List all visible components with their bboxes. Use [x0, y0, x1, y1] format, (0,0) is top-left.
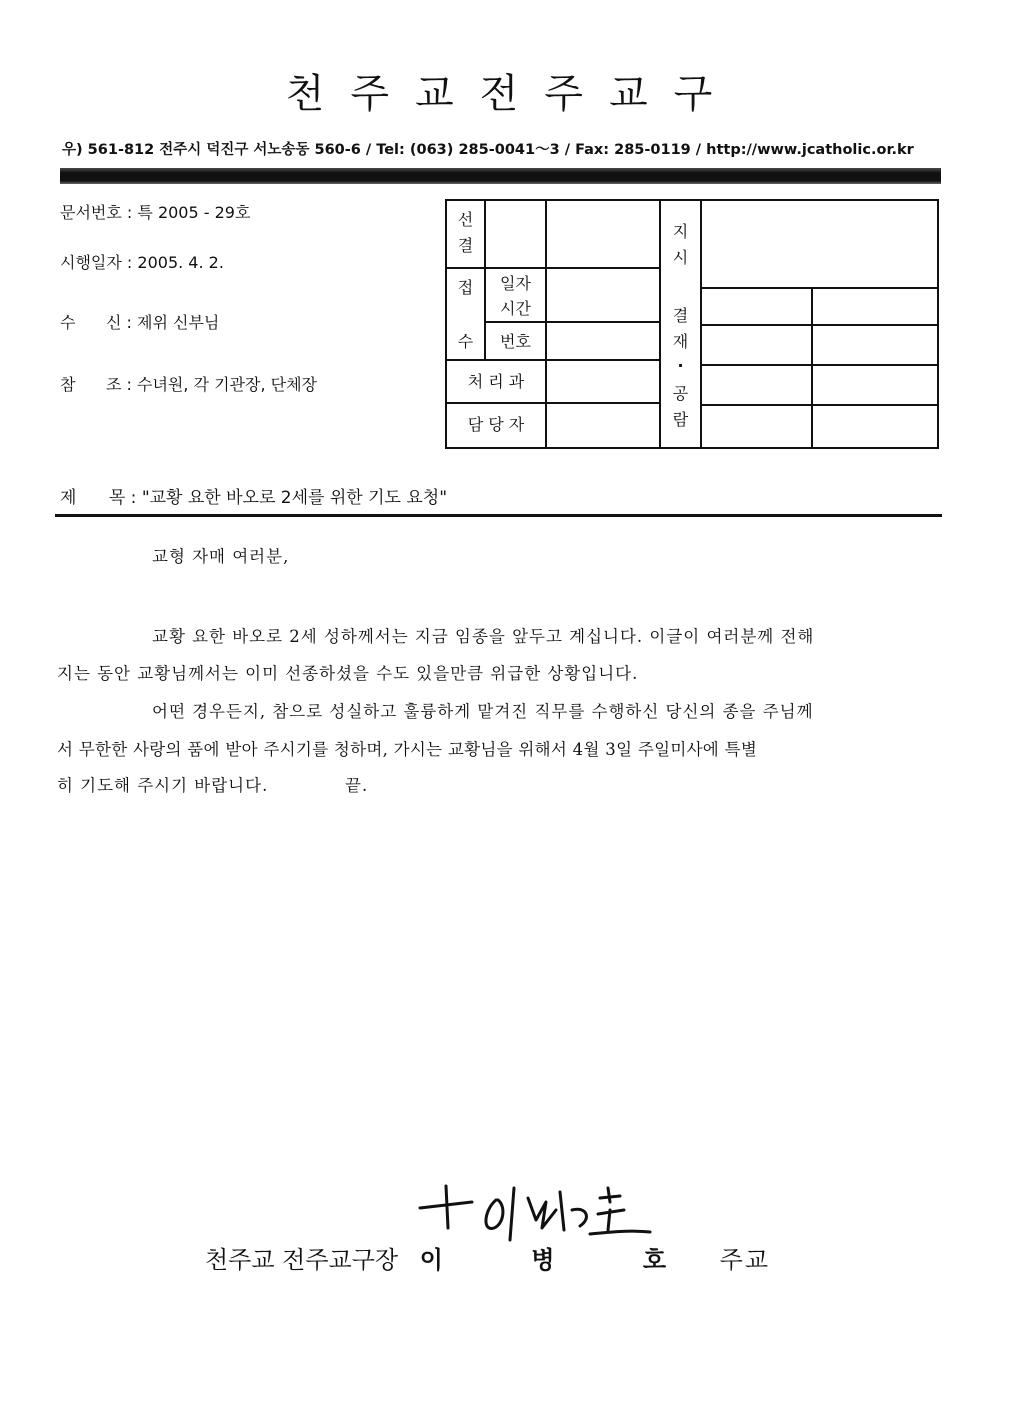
table-jisi-1: 지 [672, 222, 689, 241]
issue-date-value: 2005. 4. 2. [137, 253, 224, 272]
table-gyeoljae-1: 결 [672, 306, 689, 325]
table-gyeoljae-5: 람 [672, 410, 689, 429]
subject-value: "교황 요한 바오로 2세를 위한 기도 요청" [141, 488, 448, 508]
recipient-value: 제위 신부님 [137, 313, 220, 332]
greeting: 교형 자매 여러분, [152, 547, 290, 566]
approval-table [0, 0, 1024, 460]
doc-number-value: 특 2005 - 29호 [137, 203, 251, 222]
reference-value: 수녀원, 각 기관장, 단체장 [137, 375, 317, 394]
paragraph-1-line-1: 교황 요한 바오로 2세 성하께서는 지금 임종을 앞두고 계십니다. 이글이 여러분께 전해 [152, 627, 815, 646]
subject [60, 483, 447, 508]
end-mark: 끝. [345, 776, 369, 795]
table-su: 수 [457, 332, 474, 351]
table-seon-2: 결 [457, 236, 474, 255]
table-sigan: 시간 [500, 299, 531, 318]
address-line: 우) 561-812 전주시 덕진구 서노송동 560-6 / Tel: (063) 285-0041～3 / Fax: 285-0119 / http://www.jcatholic.or.kr [62, 142, 914, 158]
table-ilja: 일자 [500, 274, 531, 293]
doc-number-label: 문서번호 : [60, 203, 133, 222]
table-gyeoljae-3: · [677, 356, 684, 375]
table-damdangja: 담 당 자 [467, 415, 525, 434]
paragraph-2-line-2: 서 무한한 사랑의 품에 받아 주시기를 청하며, 가시는 교황님을 위해서 4월 3일 주일미사에 특별 [57, 740, 758, 759]
paragraph-1-line-2: 지는 동안 교황님께서는 이미 선종하셨을 수도 있을만큼 위급한 상황입니다. [57, 664, 639, 683]
subject-divider [55, 514, 942, 517]
table-seon-1: 선 [457, 210, 474, 229]
table-gyeoljae-4: 공 [672, 384, 689, 403]
signature-name: 이 병 호 [419, 1245, 707, 1274]
subject-label: 제 목 : [60, 488, 137, 508]
signature-title: 주교 [719, 1246, 771, 1274]
table-gyeoljae-2: 재 [672, 332, 689, 351]
issue-date-label: 시행일자 : [60, 253, 133, 272]
signature-org: 천주교 전주교구장 [205, 1246, 399, 1274]
signature-block [205, 1240, 770, 1275]
reference-label: 참 조 : [60, 375, 132, 394]
recipient-label: 수 신 : [60, 313, 132, 332]
table-jeop: 접 [457, 278, 474, 297]
paragraph-2-line-3: 히 기도해 주시기 바랍니다. [57, 776, 269, 795]
paragraph-2-line-1: 어떤 경우든지, 참으로 성실하고 훌륭하게 맡겨진 직무를 수행하신 당신의 종을 주님께 [152, 702, 814, 721]
table-cheorigwa: 처 리 과 [467, 372, 525, 391]
document-title: 천주교전주교구 [285, 71, 739, 117]
table-beonho: 번호 [500, 332, 531, 351]
table-jisi-2: 시 [672, 248, 689, 267]
